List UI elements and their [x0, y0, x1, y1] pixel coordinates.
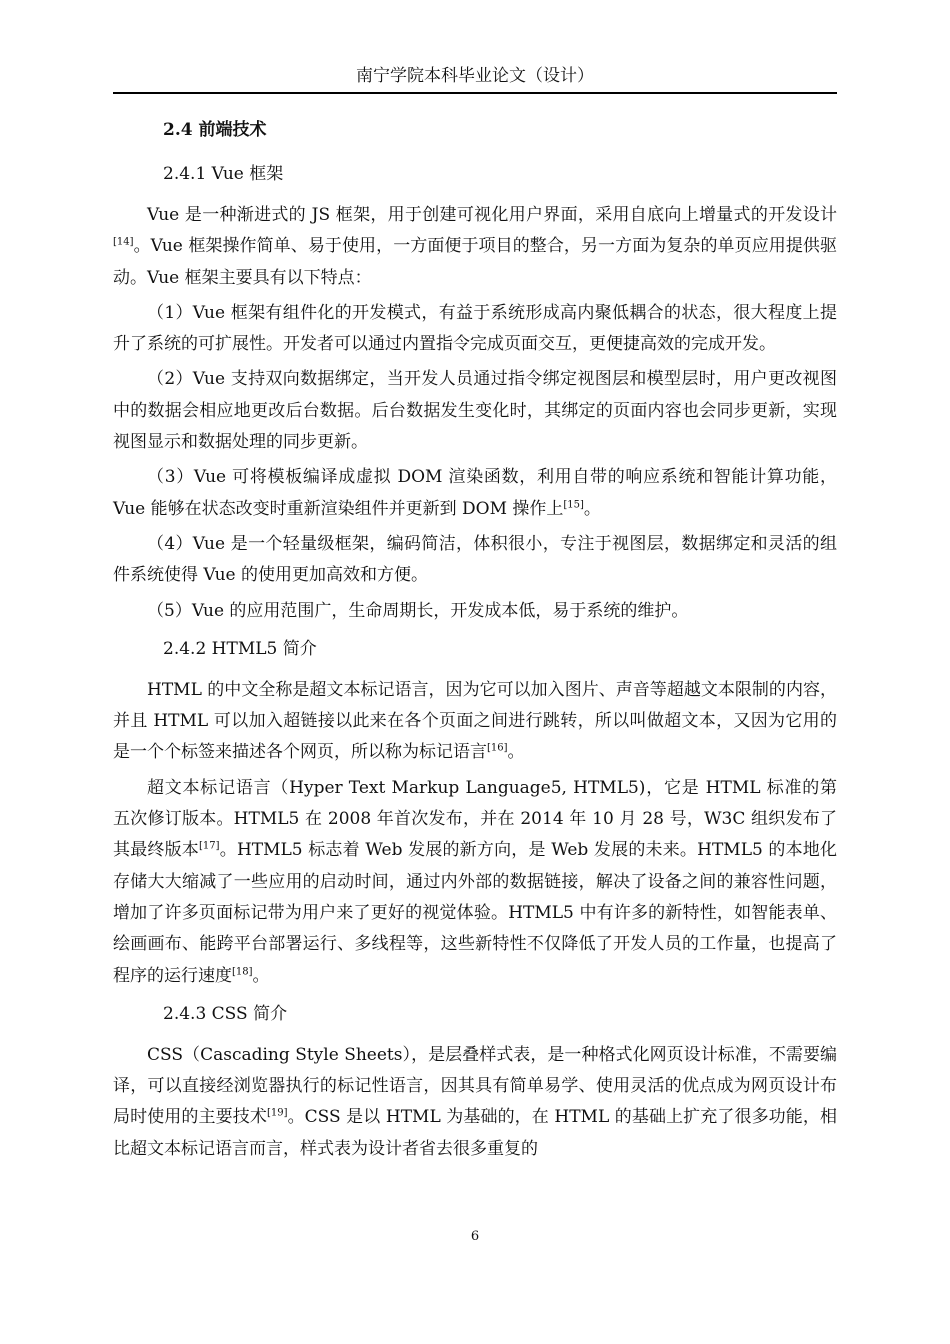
citation-14: [14] — [113, 236, 134, 248]
page-header-title: 南宁学院本科毕业论文（设计） — [356, 66, 594, 86]
citation-17: [17] — [199, 840, 220, 852]
citation-19: [19] — [266, 1107, 288, 1119]
paragraph-html5-details: 超文本标记语言（Hyper Text Markup Language5, HTML5)，它是 HTML 标准的第五次修订版本。HTML5 在 2008 年首次发布，并在 2014 年 10 月 28 号，W3C 组织发布了其最终版本[17]。HTML5 标志着 Web 发展的新方向，是 Web 发展的未来。HTML5 的本地化存储大大缩减了一些应用的启动时间，通过内外部的数据链接，解决了设备之间的兼容性问题，增加了许多页面标记带为用户来了更好的视觉体验。HTML5 中有许多的新特性，如智能表单、绘画画布、能跨平台部署运行、多线程等，这些新特性不仅降低了开发人员的工作量，也提高了程序的运行速度[18]。 — [113, 777, 838, 986]
citation-18: [18] — [232, 965, 253, 977]
header-rule — [113, 92, 837, 94]
page-number: 6 — [470, 1229, 480, 1244]
list-item-vue-1: （1）Vue 框架有组件化的开发模式，有益于系统形成高内聚低耦合的状态，很大程度上提升了系统的可扩展性。开发者可以通过内置指令完成页面交互，更便捷高效的完成开发。 — [113, 302, 837, 355]
citation-15: [15] — [563, 499, 584, 511]
list-item-vue-2: （2）Vue 支持双向数据绑定，当开发人员通过指令绑定视图层和模型层时，用户更改视图中的数据会相应地更改后台数据。后台数据发生变化时，其绑定的页面内容也会同步更新，实现视图显示和数据处理的同步更新。 — [113, 369, 837, 453]
paragraph-vue-intro: Vue 是一种渐进式的 JS 框架，用于创建可视化用户界面，采用自底向上增量式的开发设计[14]。Vue 框架操作简单、易于使用，一方面便于项目的整合，另一方面为复杂的单页应用提供驱动。Vue 框架主要具有以下特点： — [113, 205, 837, 288]
subsection-heading-vue: 2.4.1 Vue 框架 — [163, 164, 284, 184]
subsection-heading-css: 2.4.3 CSS 简介 — [163, 1003, 288, 1024]
citation-16: [16] — [487, 742, 508, 754]
page-body — [113, 114, 837, 1169]
list-item-vue-4: （4）Vue 是一个轻量级框架，编码简洁，体积很小，专注于视图层，数据绑定和灵活的组件系统使得 Vue 的使用更加高效和方便。 — [113, 533, 837, 586]
section-heading: 2.4 前端技术 — [163, 120, 267, 140]
list-item-vue-3: （3）Vue 可将模板编译成虚拟 DOM 渲染函数，利用自带的响应系统和智能计算功能，Vue 能够在状态改变时重新渲染组件并更新到 DOM 操作上[15]。 — [113, 467, 837, 519]
paragraph-css-intro: CSS（Cascading Style Sheets），是层叠样式表，是一种格式化网页设计标准，不需要编译，可以直接经浏览器执行的标记性语言，因其具有简单易学、使用灵活的优点成为网页设计布局时使用的主要技术[19]。CSS 是以 HTML 为基础的，在 HTML 的基础上扩充了很多功能，相比超文本标记语言而言，样式表为设计者省去很多重复的 — [113, 1044, 837, 1159]
list-item-vue-5: （5）Vue 的应用范围广，生命周期长，开发成本低，易于系统的维护。 — [147, 600, 689, 621]
subsection-heading-html5: 2.4.2 HTML5 简介 — [163, 638, 317, 659]
paragraph-html-intro: HTML 的中文全称是超文本标记语言，因为它可以加入图片、声音等超越文本限制的内容，并且 HTML 可以加入超链接以此来在各个页面之间进行跳转，所以叫做超文本，又因为它用的是一个个标签来描述各个网页，所以称为标记语言[16]。 — [113, 679, 837, 763]
